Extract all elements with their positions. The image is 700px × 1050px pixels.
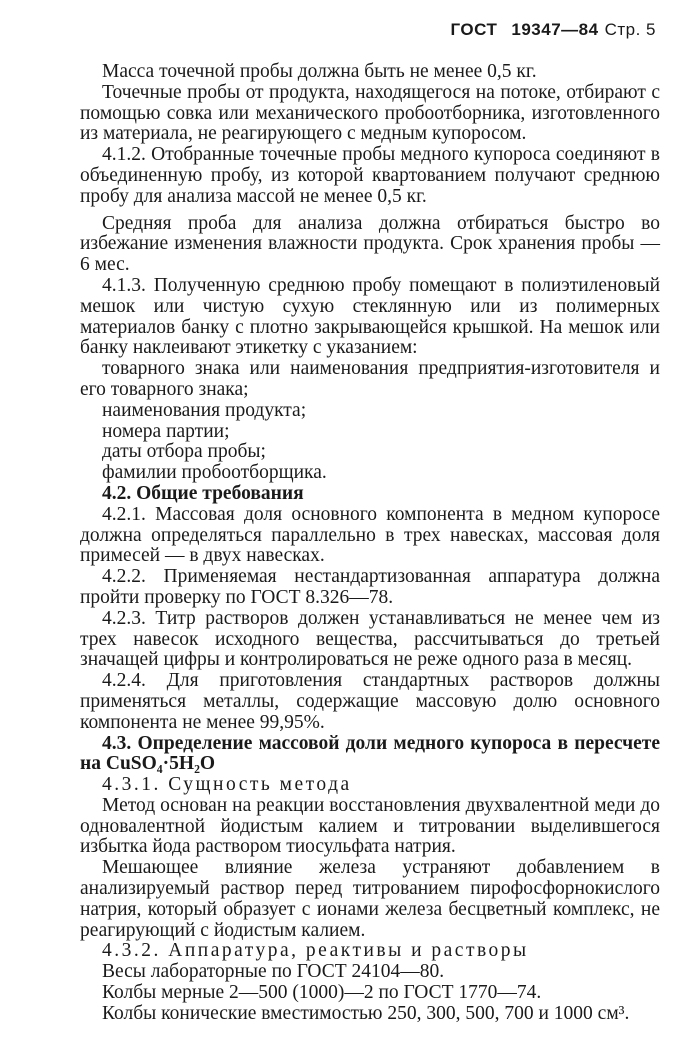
list-item: даты отбора пробы; xyxy=(102,441,266,463)
document-body xyxy=(80,62,660,1025)
page-header xyxy=(437,20,656,40)
paragraph: 4.1.3. Полученную среднюю пробу помещают в полиэтиленовый мешок или чистую сухую стеклянную или из полимерных материалов банку с плотно закрывающейся крышкой. На мешок или банку наклеивают этикетку с указанием: xyxy=(80,274,660,359)
paragraph: Метод основан на реакции восстановления двухвалентной меди до одновалентной йодистым калием и титровании выделившегося избытка йода раствором тиосульфата натрия. xyxy=(80,794,660,858)
page-number: Стр. 5 xyxy=(604,20,656,39)
paragraph: Точечные пробы от продукта, находящегося на потоке, отбирают с помощью совка или механического пробоотборника, изготовленного из материала, не реагирующего с медным купоросом. xyxy=(80,81,660,145)
list-item: Колбы мерные 2—500 (1000)—2 по ГОСТ 1770—74. xyxy=(102,982,542,1004)
list-item: фамилии пробоотборщика. xyxy=(102,462,327,484)
list-item: Весы лабораторные по ГОСТ 24104—80. xyxy=(102,961,445,983)
paragraph: Средняя проба для анализа должна отбираться быстро во избежание изменения влажности продукта. Срок хранения пробы — 6 мес. xyxy=(80,212,660,276)
paragraph: 4.1.2. Отобранные точечные пробы медного купороса соединяют в объединенную пробу, из которой квартованием получают среднюю пробу для анализа массой не менее 0,5 кг. xyxy=(80,144,660,207)
paragraph: 4.2.4. Для приготовления стандартных растворов должны применяться металлы, содержащие массовую долю основного компонента не менее 99,95%. xyxy=(80,670,660,733)
paragraph: 4.2.2. Применяемая нестандартизованная аппаратура должна пройти проверку по ГОСТ 8.326—78. xyxy=(80,566,660,608)
standard-label: ГОСТ xyxy=(450,20,498,39)
section-heading: 4.2. Общие требования xyxy=(102,482,304,504)
subsection-heading: 4.3.2. Аппаратура, реактивы и растворы xyxy=(102,940,529,962)
paragraph: Мешающее влияние железа устраняют добавлением в анализируемый раствор перед титрованием пирофосфорнокислого натрия, который образует с ионами железа бесцветный комплекс, не реагирующий с йодистым калием. xyxy=(80,857,660,941)
paragraph: Масса точечной пробы должна быть не менее 0,5 кг. xyxy=(102,61,537,82)
section-heading: 4.3. Определение массовой доли медного купороса в пересчете на CuSO₄·5H₂O xyxy=(80,732,660,775)
paragraph: 4.2.1. Массовая доля основного компонента в медном купоросе должна определяться параллельно в трех навесках, массовая доля примесей — в двух навесках. xyxy=(80,503,660,567)
list-item: Колбы конические вместимостью 250, 300, 500, 700 и 1000 см³. xyxy=(102,1002,630,1024)
subsection-heading: 4.3.1. Сущность метода xyxy=(102,774,352,796)
list-item: номера партии; xyxy=(102,420,230,442)
list-item: наименования продукта; xyxy=(102,399,307,421)
standard-number: 19347—84 xyxy=(511,20,599,39)
paragraph: 4.2.3. Титр растворов должен устанавливаться не менее чем из трех навесок исходного вещества, рассчитываться до третьей значащей цифры и контролироваться не реже одного раза в месяц. xyxy=(80,607,660,671)
list-item: товарного знака или наименования предприятия-изготовителя и его товарного знака; xyxy=(80,358,660,400)
